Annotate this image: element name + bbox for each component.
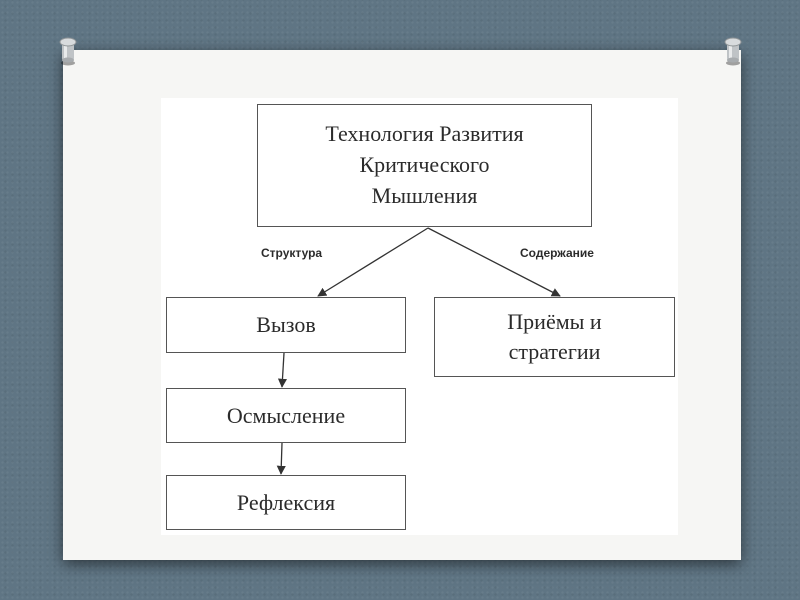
content-node bbox=[434, 297, 675, 377]
branch-label-structure: Структура bbox=[261, 246, 323, 260]
root-node-label: Технология Развития Критического Мышления bbox=[325, 121, 524, 208]
branch-label-content: Содержание bbox=[520, 246, 594, 260]
structure-step-node bbox=[166, 388, 406, 443]
root-node bbox=[257, 104, 592, 227]
edge-root-to-content bbox=[428, 228, 560, 296]
structure-step-label: Рефлексия bbox=[236, 489, 336, 515]
edge-step1-to-step2 bbox=[282, 353, 284, 387]
edge-step2-to-step3 bbox=[281, 443, 282, 474]
structure-step-label: Осмысление bbox=[226, 402, 346, 428]
structure-step-node bbox=[166, 297, 406, 353]
content-node-label: Приёмы и стратегии bbox=[507, 309, 602, 364]
edge-root-to-structure bbox=[318, 228, 428, 296]
structure-step-node bbox=[166, 475, 406, 530]
structure-step-label: Вызов bbox=[256, 312, 316, 337]
